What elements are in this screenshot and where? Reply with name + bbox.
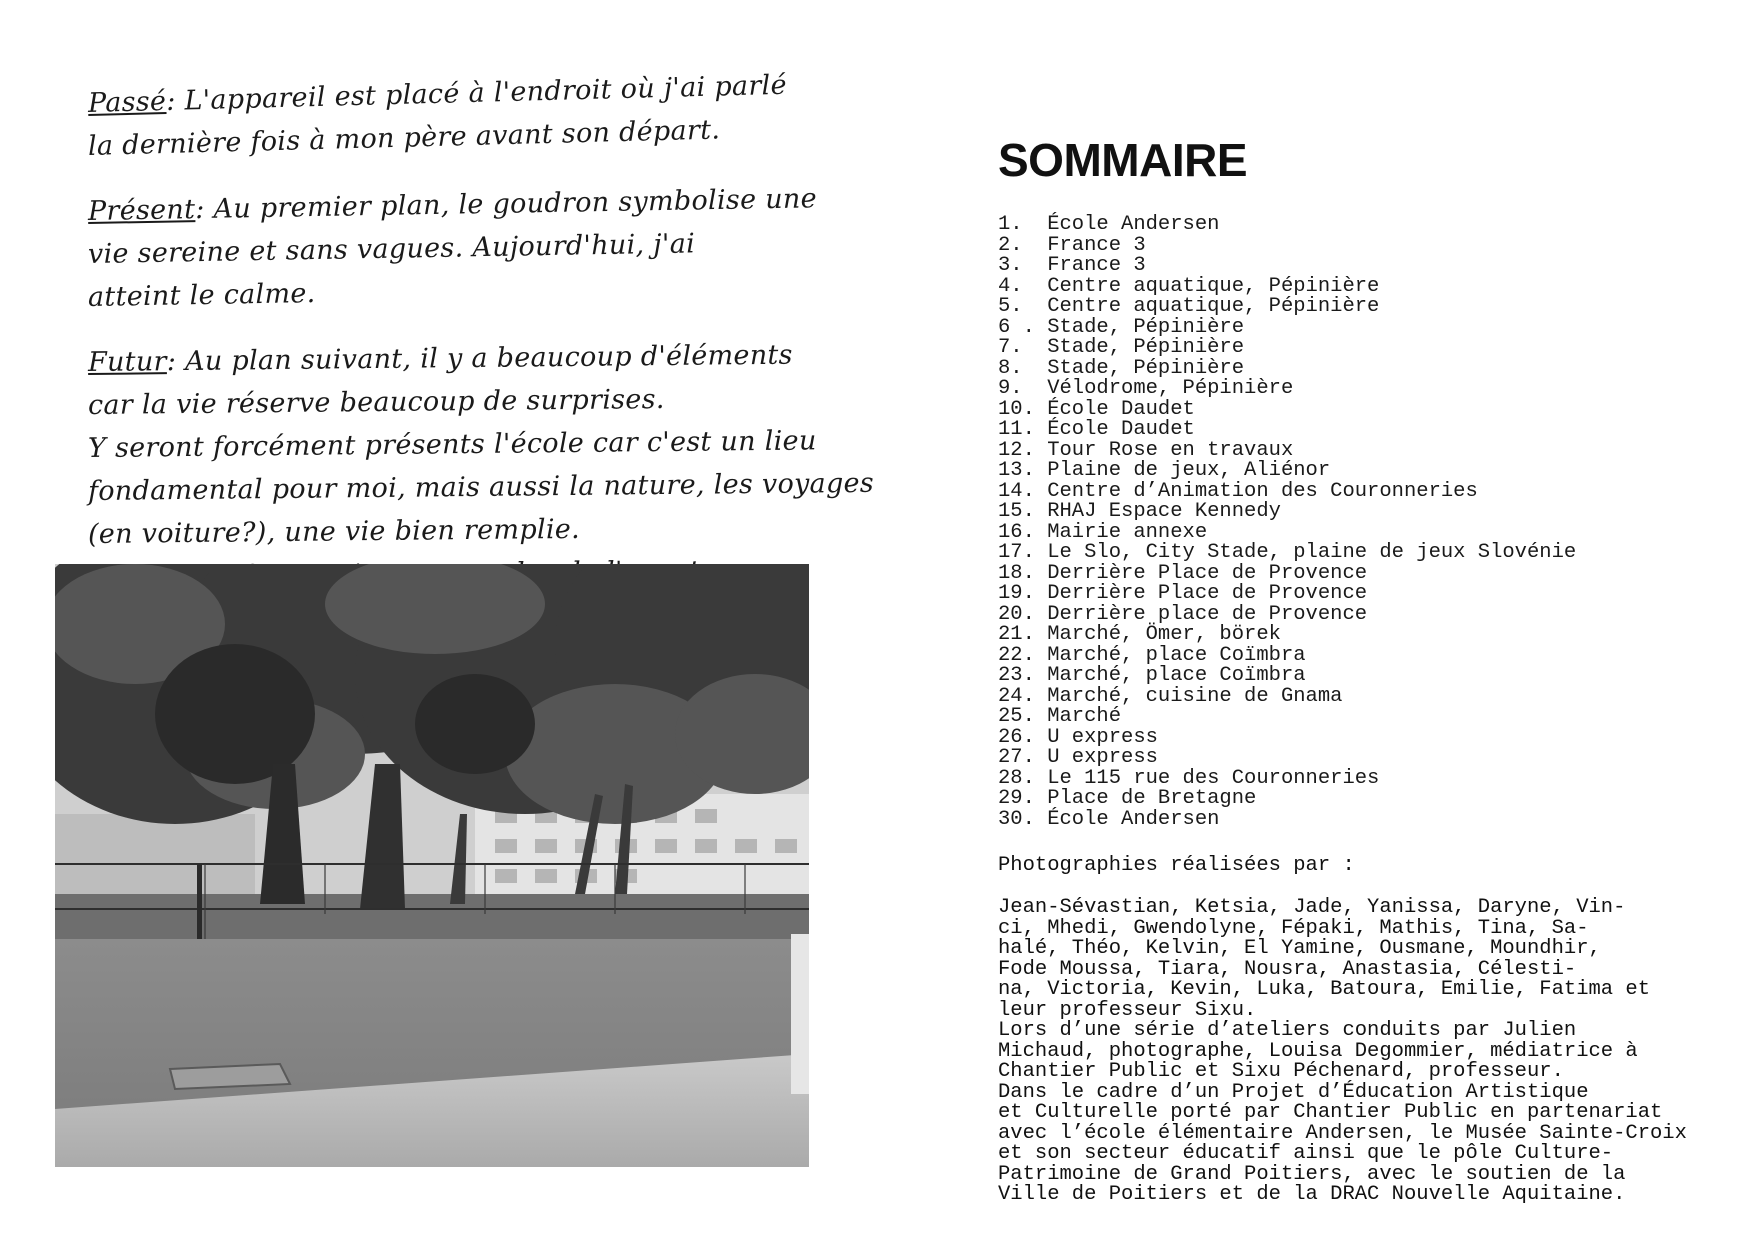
toc-item: 19. Derrière Place de Provence [998,582,1368,605]
toc-item: 27. U express [998,746,1158,769]
toc-item: 24. Marché, cuisine de Gnama [998,684,1343,708]
toc-item: 12. Tour Rose en travaux [998,438,1294,462]
toc-item: 3. France 3 [998,254,1146,277]
credits-line: ci, Mhedi, Gwendolyne, Fépaki, Mathis, Tina, Sa- [998,916,1589,940]
toc-item: 15. RHAJ Espace Kennedy [998,500,1281,523]
handwritten-note [87,69,875,621]
credits-line: Lors d’une série d’ateliers conduits par Julien [998,1019,1577,1042]
hw-line [88,333,808,384]
toc-item: 13. Plaine de jeux, Aliénor [998,459,1331,482]
hw-line: la dernière fois à mon père avant son départ. [87,114,721,162]
table-of-contents [998,215,1576,830]
credits-line: halé, Théo, Kelvin, El Yamine, Ousmane, Moundhir, [998,937,1601,960]
toc-item: 22. Marché, place Coïmbra [998,643,1306,667]
hw-line: fondamental pour moi, mais aussi la nature, les voyages [87,467,875,507]
toc-item: 16. Mairie annexe [998,520,1208,544]
hw-label-present: Présent [87,194,196,227]
hw-line: vie sereine et sans vagues. Aujourd'hui, j'ai [87,228,696,270]
sommaire-title: SOMMAIRE [998,134,1247,186]
toc-item: 29. Place de Bretagne [998,787,1257,810]
hw-line: (en voiture?), une vie bien remplie. [87,513,581,550]
toc-item: 18. Derrière Place de Provence [998,561,1368,585]
toc-item: 11. École Daudet [998,418,1195,441]
hw-present [87,183,818,319]
toc-item: 7. Stade, Pépinière [998,336,1245,359]
right-page [875,0,1749,1241]
hw-label-passe: Passé [87,85,167,119]
toc-item: 25. Marché [998,705,1122,728]
hw-line: atteint le calme. [87,278,316,313]
hw-text: : Au plan suivant, il y a beaucoup d'éléments [166,339,793,378]
toc-item: 17. Le Slo, City Stade, plaine de jeux Slovénie [998,541,1577,564]
credits-line: Ville de Poitiers et de la DRAC Nouvelle Aquitaine. [998,1183,1626,1206]
toc-item: 6 . Stade, Pépinière [998,315,1245,339]
toc-item: 28. Le 115 rue des Couronneries [998,766,1380,790]
hw-passe [87,69,808,168]
toc-item: 2. France 3 [998,233,1146,257]
credits-line: Dans le cadre d’un Projet d’Éducation Artistique [998,1080,1589,1104]
hw-futur [87,339,875,599]
toc-item: 4. Centre aquatique, Pépinière [998,274,1380,298]
toc-item: 9. Vélodrome, Pépinière [998,377,1294,400]
toc-item: 26. U express [998,725,1158,749]
toc-item: 30. École Andersen [998,807,1220,831]
toc-item: 8. Stade, Pépinière [998,356,1245,380]
hw-label-futur: Futur [87,346,167,378]
credits-line: et Culturelle porté par Chantier Public en partenariat [998,1101,1663,1124]
credits-body [998,898,1718,1206]
credits-line: na, Victoria, Kevin, Luka, Batoura, Emilie, Fatima et [998,978,1651,1001]
toc-item: 10. École Daudet [998,397,1195,421]
credits-line: Jean-Sévastian, Ketsia, Jade, Yanissa, Daryne, Vin- [998,896,1626,919]
hw-line: car la vie réserve beaucoup de surprises. [87,383,665,421]
credits-line: et son secteur éducatif ainsi que le pôle Culture- [998,1142,1614,1165]
toc-item: 21. Marché, Ömer, börek [998,623,1281,646]
toc-item: 5. Centre aquatique, Pépinière [998,295,1380,318]
photograph-trees-schoolyard [55,564,809,1167]
hw-line: Y seront forcément présents l'école car c'est un lieu [87,425,817,464]
toc-item: 14. Centre d’Animation des Couronneries [998,479,1478,503]
credits-line: Fode Moussa, Tiara, Nousra, Anastasia, Célesti- [998,957,1577,981]
hw-text: : L'appareil est placé à l'endroit où j'ai parlé [165,69,788,117]
toc-item: 20. Derrière place de Provence [998,602,1368,626]
credits-line: Michaud, photographe, Louisa Degommier, médiatrice à [998,1039,1638,1063]
credits-heading: Photographies réalisées par : [998,854,1355,877]
credits-line: leur professeur Sixu. [998,998,1257,1022]
credits-line: avec l’école élémentaire Andersen, le Musée Sainte-Croix [998,1121,1687,1145]
credits-line: Patrimoine de Grand Poitiers, avec le soutien de la [998,1162,1626,1186]
toc-item: 1. École Andersen [998,213,1220,236]
toc-item: 23. Marché, place Coïmbra [998,664,1306,687]
hw-text: : Au premier plan, le goudron symbolise une [194,183,818,226]
credits-line: Chantier Public et Sixu Péchenard, professeur. [998,1060,1564,1083]
